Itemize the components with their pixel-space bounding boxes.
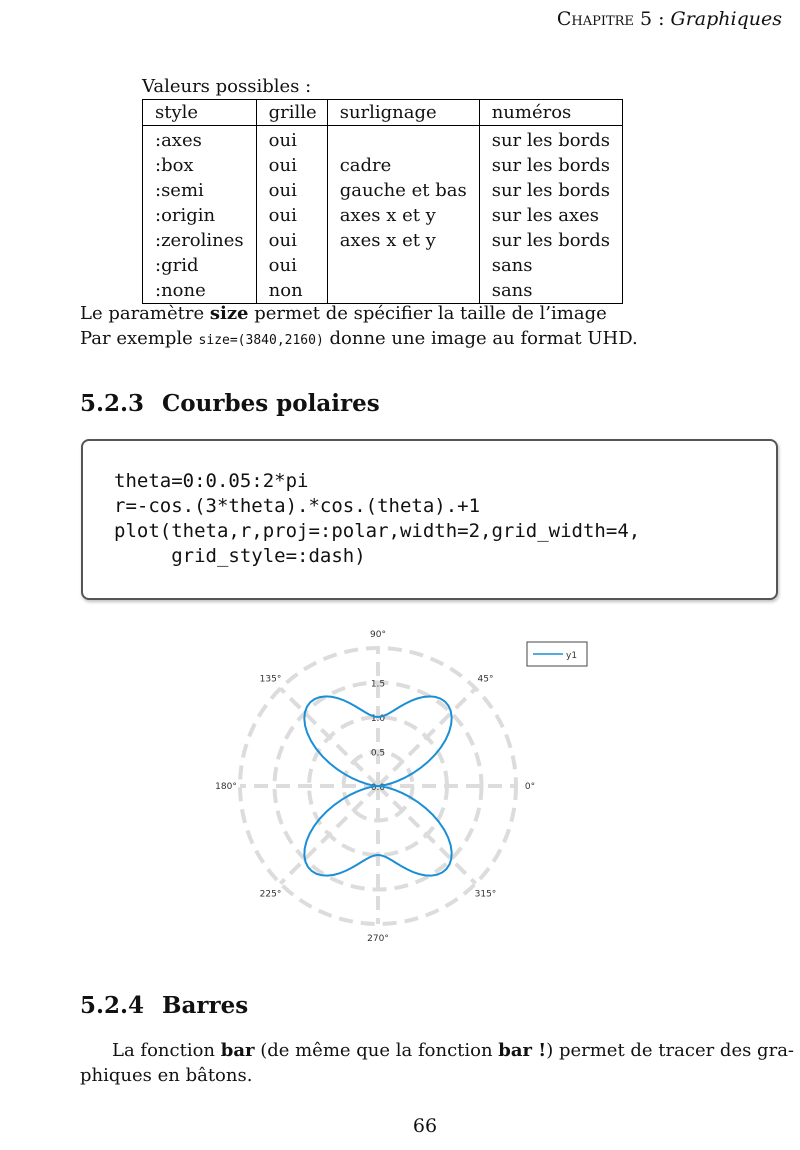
bold-keyword: bar bbox=[220, 1040, 255, 1061]
table-row bbox=[143, 253, 623, 278]
polar-chart-svg bbox=[195, 620, 615, 955]
size-example bbox=[80, 326, 638, 353]
code-text: theta=0:0.05:2*pi r=-cos.(3*theta).*cos.(theta).+1 plot(theta,r,proj=:polar,width=2,grid_width=4, grid_style=:dash) bbox=[114, 470, 641, 567]
bold-keyword: size bbox=[209, 303, 249, 324]
text: (de même que la fonction bbox=[254, 1040, 499, 1061]
table-cell: gauche et bas bbox=[327, 178, 479, 203]
table-header: style bbox=[143, 100, 257, 126]
text: La fonction bbox=[112, 1040, 221, 1061]
text: Le paramètre bbox=[80, 303, 210, 324]
angle-label: 270° bbox=[367, 934, 389, 944]
table-cell: cadre bbox=[327, 153, 479, 178]
inline-code: size=(3840,2160) bbox=[198, 333, 324, 348]
text: Par exemple bbox=[80, 328, 199, 349]
r-tick-label: 1.5 bbox=[370, 679, 386, 690]
text: permet de spécifier la taille de l’image bbox=[248, 303, 607, 324]
text: phiques en bâtons. bbox=[80, 1065, 253, 1086]
table-cell: :zerolines bbox=[143, 228, 257, 253]
grid-radial-line bbox=[280, 786, 378, 884]
r-tick-label: 0.0 bbox=[370, 783, 386, 793]
table-row bbox=[143, 178, 623, 203]
section-number: 5.2.4 bbox=[80, 992, 145, 1019]
table-header: grille bbox=[256, 100, 327, 126]
section-title: Courbes polaires bbox=[162, 390, 380, 417]
table-cell: sur les bords bbox=[491, 180, 610, 201]
table-row bbox=[143, 153, 623, 178]
table-cell: axes x et y bbox=[327, 228, 479, 253]
table-header: numéros bbox=[479, 100, 622, 126]
text: donne une image au format UHD. bbox=[323, 328, 638, 349]
table-intro: Valeurs possibles : bbox=[142, 76, 312, 97]
table-header-row bbox=[143, 100, 623, 126]
angle-label: 0° bbox=[524, 782, 536, 792]
r-tick-label: 1.0 bbox=[370, 714, 386, 724]
grid-radial-line bbox=[280, 688, 378, 786]
angle-label: 225° bbox=[259, 889, 282, 900]
table-cell: sans bbox=[491, 280, 533, 301]
table-cell: sur les axes bbox=[491, 205, 599, 226]
angle-label: 90° bbox=[370, 630, 386, 640]
table-cell: :axes bbox=[143, 126, 257, 154]
text: ) permet de tracer des gra- bbox=[546, 1040, 795, 1061]
table-cell bbox=[327, 253, 479, 278]
table-cell: :box bbox=[143, 153, 257, 178]
polar-plot bbox=[195, 620, 615, 955]
section-title: Barres bbox=[162, 992, 249, 1019]
angle-label: 45° bbox=[477, 674, 494, 685]
table-cell: sur les bords bbox=[491, 155, 610, 176]
table-cell bbox=[327, 126, 479, 154]
size-paragraph bbox=[80, 301, 607, 326]
table-cell: oui bbox=[256, 153, 327, 178]
table-cell: :semi bbox=[143, 178, 257, 203]
table-header: surlignage bbox=[327, 100, 479, 126]
code-block bbox=[81, 439, 778, 600]
table-cell: :grid bbox=[143, 253, 257, 278]
table-cell: oui bbox=[256, 253, 327, 278]
bars-paragraph-line1 bbox=[112, 1038, 794, 1063]
chapter-title: Graphiques bbox=[670, 8, 782, 30]
table-cell bbox=[327, 278, 479, 304]
angle-label: 315° bbox=[474, 889, 497, 900]
angle-label: 135° bbox=[259, 674, 282, 685]
table-cell: oui bbox=[256, 178, 327, 203]
table-cell: non bbox=[256, 278, 327, 304]
r-tick-label: 0.5 bbox=[370, 748, 386, 759]
page-number: 66 bbox=[412, 1115, 438, 1137]
section-heading-bars bbox=[80, 992, 248, 1019]
grid-radial-line bbox=[378, 688, 476, 786]
table-row bbox=[143, 203, 623, 228]
legend-label: y1 bbox=[566, 651, 578, 661]
table-cell: axes x et y bbox=[327, 203, 479, 228]
table-cell: oui bbox=[256, 126, 327, 154]
table-row bbox=[143, 278, 623, 304]
table-cell: oui bbox=[256, 228, 327, 253]
grid-radial-line bbox=[378, 786, 476, 884]
table-cell: sur les bords bbox=[491, 130, 610, 151]
table-row bbox=[143, 228, 623, 253]
table-cell: sur les bords bbox=[491, 230, 610, 251]
bars-paragraph-line2 bbox=[80, 1063, 252, 1088]
table-cell: oui bbox=[256, 203, 327, 228]
chapter-prefix: Chapitre 5 : bbox=[556, 8, 671, 30]
table-row bbox=[143, 126, 623, 154]
table-cell: :origin bbox=[143, 203, 257, 228]
section-heading-polar bbox=[80, 390, 380, 417]
page-header bbox=[557, 8, 782, 30]
angle-label: 180° bbox=[215, 782, 237, 792]
options-table bbox=[142, 99, 623, 304]
section-number: 5.2.3 bbox=[80, 390, 145, 417]
table-cell: :none bbox=[143, 278, 257, 304]
table-cell: sans bbox=[491, 255, 533, 276]
bold-keyword: bar ! bbox=[498, 1040, 547, 1061]
